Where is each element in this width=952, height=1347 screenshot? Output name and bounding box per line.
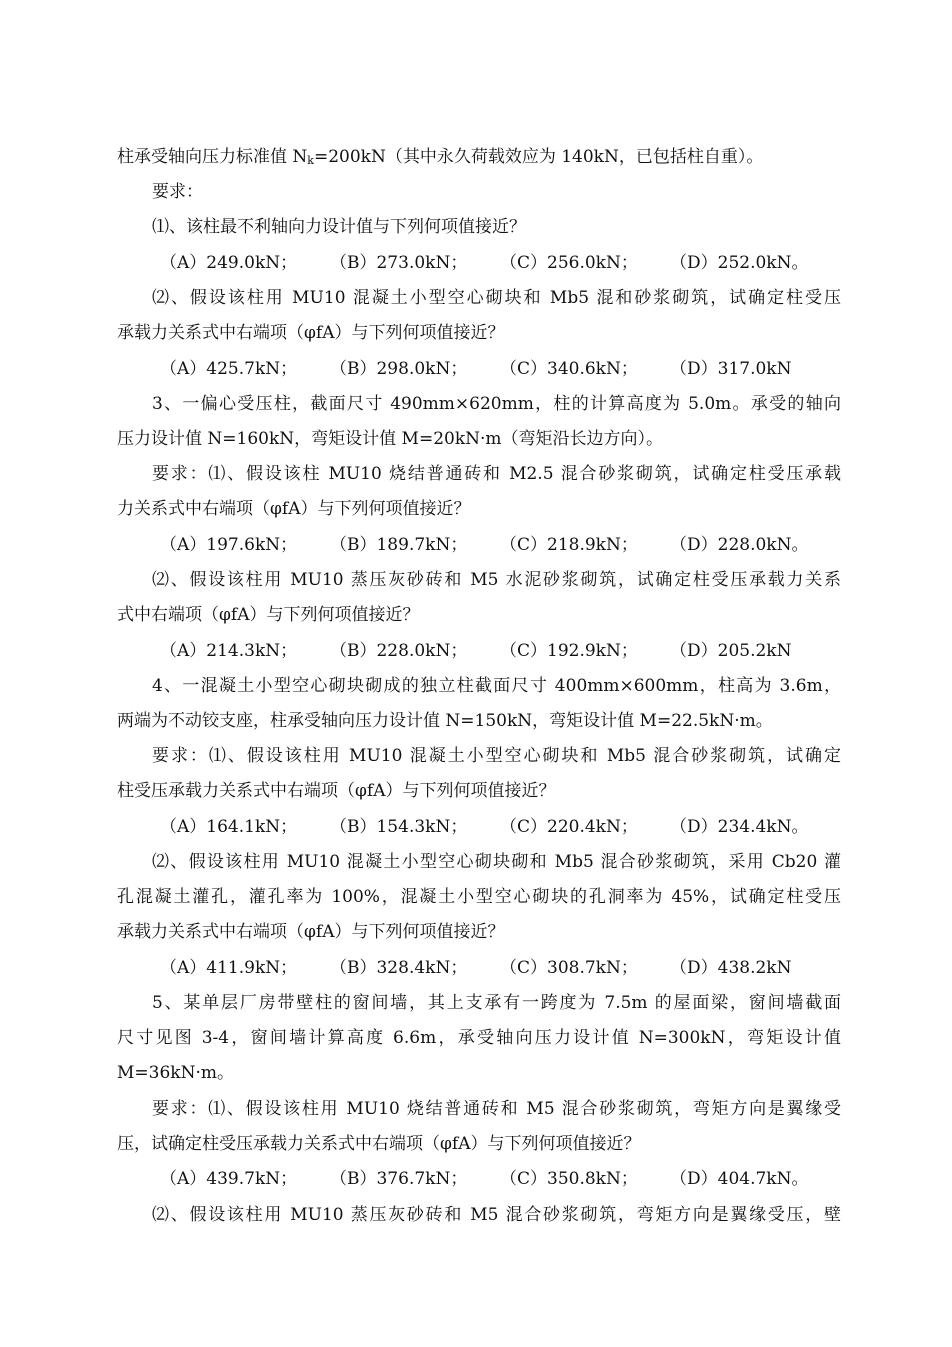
option-d: （D）234.4kN。 xyxy=(670,817,809,837)
text-line: 孔混凝土灌孔，灌孔率为 100%，混凝土小型空心砌块的孔洞率为 45%，试确定柱受压 xyxy=(117,887,841,907)
question-line: ⑵、假设该柱用 MU10 混凝土小型空心砌块和 Mb5 混和砂浆砌筑，试确定柱受压 xyxy=(152,288,841,308)
text-line: 压力设计值 N=160kN，弯矩设计值 M=20kN·m（弯矩沿长边方向）。 xyxy=(117,429,664,449)
option-d: （D）317.0kN xyxy=(670,359,792,379)
option-b: （B）328.4kN； xyxy=(330,958,468,978)
option-b: （B）298.0kN； xyxy=(330,359,468,379)
option-a: （A）411.9kN； xyxy=(160,958,298,978)
text-line: 承载力关系式中右端项（φfA）与下列何项值接近？ xyxy=(117,922,505,942)
option-d: （D）252.0kN。 xyxy=(670,253,809,273)
option-a: （A）425.7kN； xyxy=(160,359,298,379)
text-line: 尺寸见图 3-4，窗间墙计算高度 6.6m，承受轴向压力设计值 N=300kN，弯矩设计值 xyxy=(117,1028,841,1048)
text-line: 要求：⑴、假设该柱用 MU10 烧结普通砖和 M5 混合砂浆砌筑，弯矩方向是翼缘受 xyxy=(152,1099,841,1119)
option-c: （C）350.8kN； xyxy=(500,1169,638,1189)
option-b: （B）154.3kN； xyxy=(330,817,468,837)
option-a: （A）439.7kN； xyxy=(160,1169,298,1189)
text-line: 要求： xyxy=(152,182,203,202)
text-line: 柱受压承载力关系式中右端项（φfA）与下列何项值接近？ xyxy=(117,781,556,801)
text-line: 要求：⑴、假设该柱 MU10 烧结普通砖和 M2.5 混合砂浆砌筑，试确定柱受压承载 xyxy=(152,464,841,484)
option-d: （D）228.0kN。 xyxy=(670,535,809,555)
text-line: 要求：⑴、假设该柱用 MU10 混凝土小型空心砌块和 Mb5 混合砂浆砌筑，试确定 xyxy=(152,746,841,766)
options-row xyxy=(160,639,850,663)
question-line: 5、某单层厂房带壁柱的窗间墙，其上支承有一跨度为 7.5m 的屋面梁，窗间墙截面 xyxy=(152,993,841,1013)
option-c: （C）218.9kN； xyxy=(500,535,638,555)
options-row xyxy=(160,1167,850,1191)
text-fragment: =200kN（其中永久荷载效应为 140kN，已包括柱自重）。 xyxy=(313,147,764,167)
text-line: 压，试确定柱受压承载力关系式中右端项（φfA）与下列何项值接近？ xyxy=(117,1134,641,1154)
question-line: ⑵、假设该柱用 MU10 混凝土小型空心砌块砌和 Mb5 混合砂浆砌筑，采用 Cb20 灌 xyxy=(152,852,841,872)
option-d: （D）205.2kN xyxy=(670,641,792,661)
option-c: （C）192.9kN； xyxy=(500,641,638,661)
option-c: （C）256.0kN； xyxy=(500,253,638,273)
subscript: k xyxy=(307,154,314,167)
option-d: （D）438.2kN xyxy=(670,958,792,978)
text-line: M=36kN·m。 xyxy=(117,1063,234,1083)
text-line: 式中右端项（φfA）与下列何项值接近？ xyxy=(117,605,420,625)
text-line xyxy=(117,145,841,173)
option-a: （A）164.1kN； xyxy=(160,817,298,837)
option-c: （C）308.7kN； xyxy=(500,958,638,978)
text-line: 承载力关系式中右端项（φfA）与下列何项值接近？ xyxy=(117,323,505,343)
option-a: （A）197.6kN； xyxy=(160,535,298,555)
option-a: （A）214.3kN； xyxy=(160,641,298,661)
option-a: （A）249.0kN； xyxy=(160,253,298,273)
question-line: ⑴、该柱最不利轴向力设计值与下列何项值接近？ xyxy=(152,217,526,237)
option-c: （C）220.4kN； xyxy=(500,817,638,837)
text-fragment: 柱承受轴向压力标准值 N xyxy=(117,147,308,167)
option-b: （B）273.0kN； xyxy=(330,253,468,273)
option-d: （D）404.7kN。 xyxy=(670,1169,809,1189)
options-row xyxy=(160,533,850,557)
option-b: （B）376.7kN； xyxy=(330,1169,468,1189)
question-line: ⑵、假设该柱用 MU10 蒸压灰砂砖和 M5 混合砂浆砌筑，弯矩方向是翼缘受压，壁 xyxy=(152,1205,841,1225)
option-c: （C）340.6kN； xyxy=(500,359,638,379)
options-row xyxy=(160,956,850,980)
option-b: （B）189.7kN； xyxy=(330,535,468,555)
option-b: （B）228.0kN； xyxy=(330,641,468,661)
question-line: 4、一混凝土小型空心砌块砌成的独立柱截面尺寸 400mm×600mm，柱高为 3.6m， xyxy=(152,676,841,696)
question-line: 3、一偏心受压柱，截面尺寸 490mm×620mm，柱的计算高度为 5.0m。承受的轴向 xyxy=(152,394,841,414)
options-row xyxy=(160,251,850,275)
options-row xyxy=(160,357,850,381)
text-line: 两端为不动铰支座，柱承受轴向压力设计值 N=150kN，弯矩设计值 M=22.5kN·m。 xyxy=(117,711,773,731)
options-row xyxy=(160,815,850,839)
text-line: 力关系式中右端项（φfA）与下列何项值接近？ xyxy=(117,499,471,519)
question-line: ⑵、假设该柱用 MU10 蒸压灰砂砖和 M5 水泥砂浆砌筑，试确定柱受压承载力关系 xyxy=(152,570,841,590)
